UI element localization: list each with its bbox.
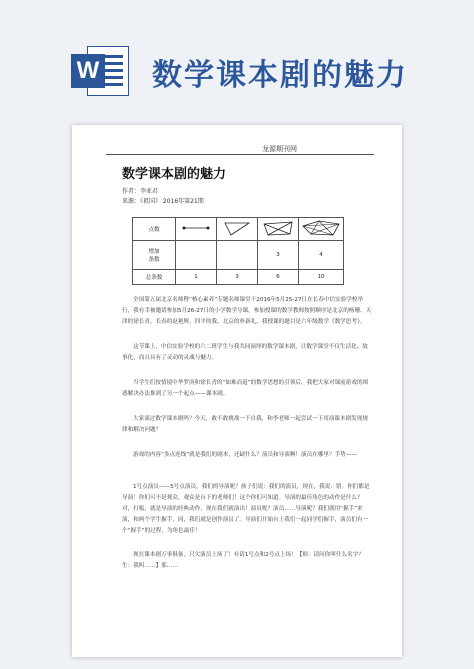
table-cell: 6 xyxy=(258,270,299,285)
table-row xyxy=(133,270,344,285)
top-banner xyxy=(0,0,474,120)
paragraph: 当学生们按情境中华罗庚和徐长青的“如难而退”的数学思想的引领后，我把大家对课前游戏的困惑解决办法推到了另一个起点——课本剧。 xyxy=(122,380,369,397)
table-row xyxy=(133,241,344,270)
header-site-name: 龙源期刊网 xyxy=(262,145,297,153)
table-cell: 4 xyxy=(299,241,344,270)
table-cell xyxy=(258,218,299,241)
document-title: 数学课本剧的魅力 xyxy=(122,167,227,182)
document-page xyxy=(72,125,402,657)
word-document-icon xyxy=(71,42,129,98)
paragraph: 1号点演员——5号点演员，我们的导演呢？孩子们说：我们的演员，现在，我说：错。你们都是导演！你们可不是观众，观众是台下的老师们！这个你们可知道。导演的最佳角色的动作是什么？对，打板，就是导演的经典动作，现在我们就演出！演员呢？演员……导演呢？我们就用“握手”来演，和两个学生握手，同，我们就是创作演员了。导演们开始台上我们一起同学们握手，演员们有一个“握手”的过程，为角色最佳！ xyxy=(122,484,370,534)
table-cell: 1 xyxy=(176,270,217,285)
paragraph: 大家演过数学课本剧吗？今天，敢不敢挑战一下自我，和李老师一起尝试一下用演课本剧发现规律和解决问题？ xyxy=(122,416,368,433)
four-point-diagram xyxy=(258,218,298,238)
table-cell: 10 xyxy=(299,270,344,285)
table-row xyxy=(133,218,344,241)
word-letter-badge: W xyxy=(71,54,105,88)
three-point-diagram xyxy=(217,218,257,238)
table-cell: 3 xyxy=(258,241,299,270)
table-cell: 点数 xyxy=(133,218,176,241)
table-cell xyxy=(299,218,344,241)
table-cell xyxy=(176,218,217,241)
table-cell: 总条数 xyxy=(133,270,176,285)
author-line: 作者：李亚君 xyxy=(122,188,159,195)
paragraph: 游戏的内容“多点连线”就是我们的剧本，还缺什么？演员和导演啊！演员在哪里？手势—— xyxy=(133,452,357,458)
row-label-line: 条数 xyxy=(148,257,160,263)
source-line: 来源：《祖国》 2016年第21期 xyxy=(122,198,204,205)
row-label-line: 增加 xyxy=(148,249,160,255)
two-point-diagram xyxy=(176,218,216,238)
paragraph: 这节课上，中信实验学校的六二班学生与我共同演绎的数学课本剧，让数学课堂不仅生活化、故事化，而且具有了灵动的灵魂与魅力。 xyxy=(122,344,368,361)
table-cell xyxy=(133,241,176,270)
banner-title: 数学课本剧的魅力 xyxy=(152,58,408,93)
table-cell xyxy=(217,218,258,241)
header-rule xyxy=(106,154,374,155)
table-cell xyxy=(217,241,258,270)
paragraph: 现在课本剧万事俱备，只欠演员上场了！有请1号点和2号点上场！【师：请问你叫什么名字？生：我叫……】那…… xyxy=(122,552,364,569)
five-point-diagram xyxy=(299,218,343,238)
point-connection-table xyxy=(132,217,344,285)
table-cell: 3 xyxy=(217,270,258,285)
paragraph: 全国第五届北京名师暨“核心素养”专题名师课堂于2016年5月25-27日在长春中信实验学校举行，我有幸被邀请参加5月26-27日的小学数学分课，参加授课的数学教师按照顺序是北京的杨珊、天津的徐长青、长春的赵艳辉、四平的我、北京的朴新礼，我授课的题目是六年级数学《数学思考》。 xyxy=(122,297,372,325)
table-cell xyxy=(176,241,217,270)
